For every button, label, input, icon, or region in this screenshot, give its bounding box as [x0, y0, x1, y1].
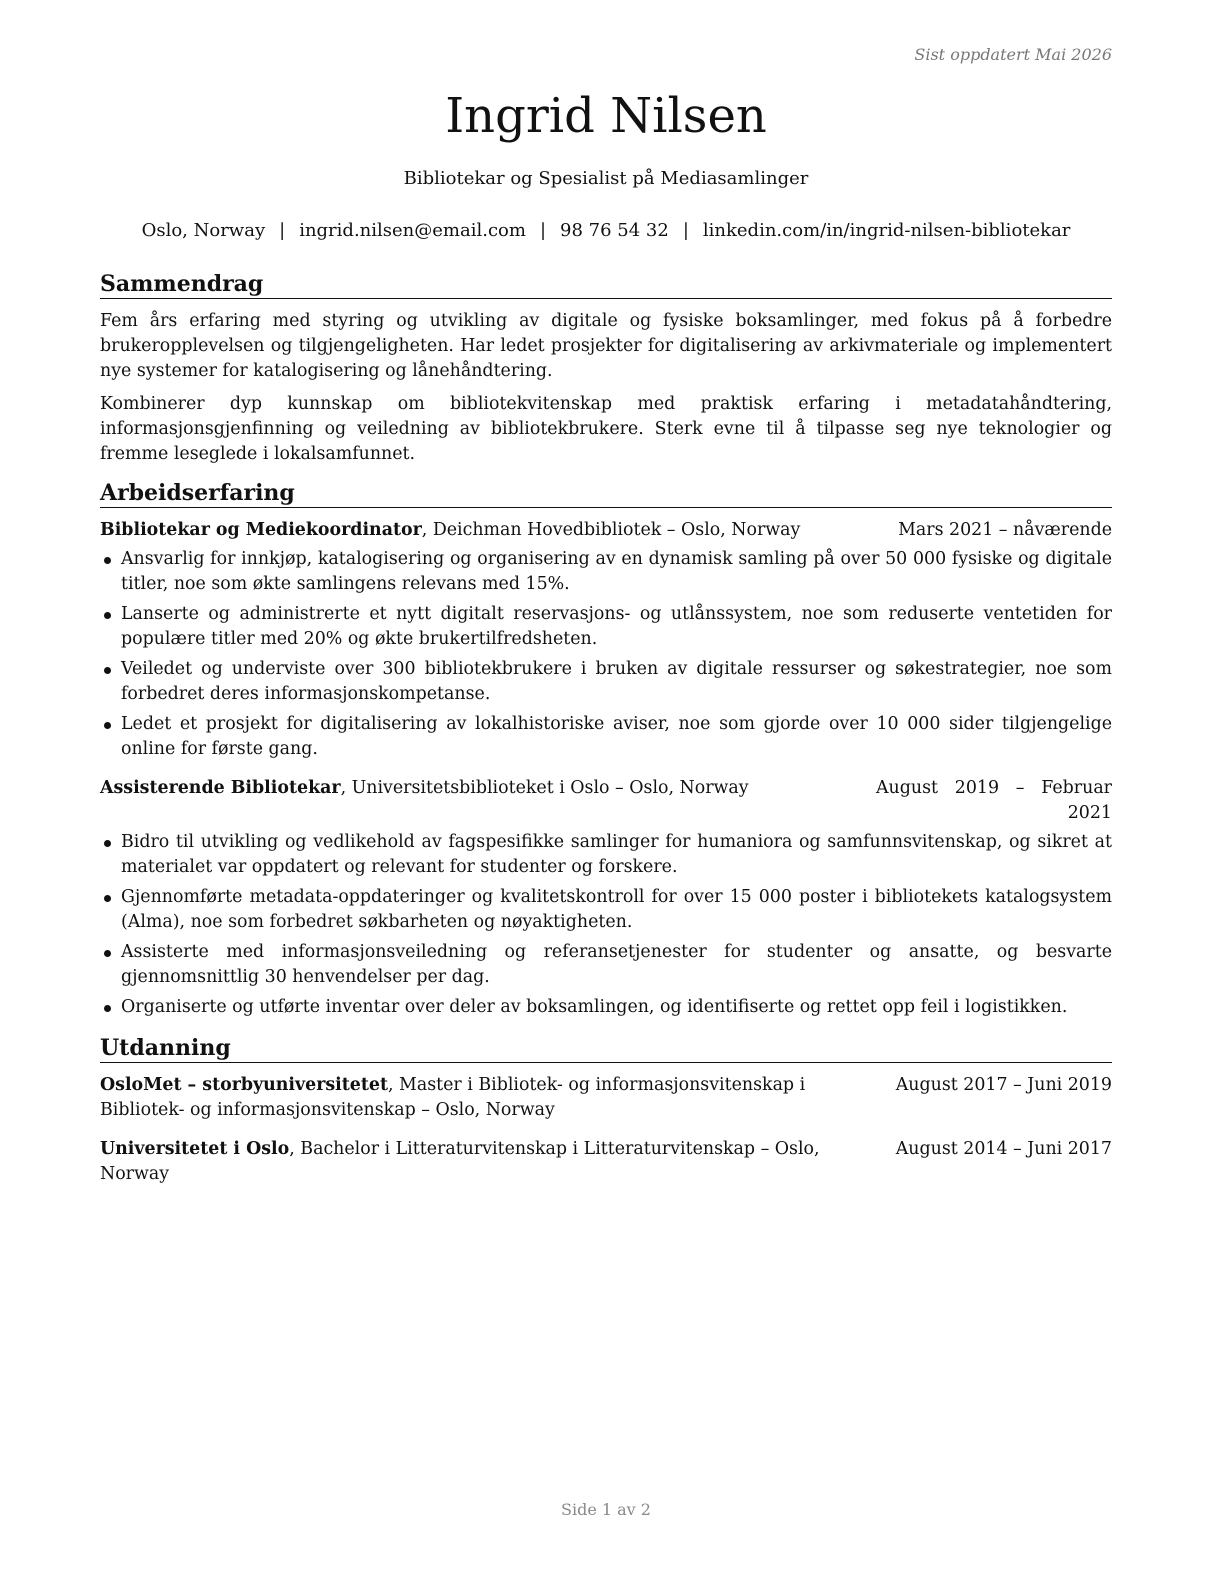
contact-separator: | [539, 220, 547, 241]
job-role: Assisterende Bibliotekar [100, 778, 341, 798]
resume-content [100, 270, 1112, 1201]
summary-paragraph: Fem års erfaring med styring og utvikling av digitale og fysiske boksamlinger, med fokus på å forbedre brukeropplevelsen og tilgjengeligheten. Har ledet prosjekter for digitalisering av arkivmateriale og implementert nye systemer for katalogisering og lånehåndtering. [100, 311, 1112, 381]
bullet-icon [104, 667, 111, 674]
job-dates: Mars 2021 – nåværende [898, 520, 1112, 540]
education-entry [100, 1073, 1112, 1123]
bullet-icon [104, 950, 111, 957]
contact-line [100, 218, 1112, 244]
bullet-icon [104, 557, 111, 564]
education-entry [100, 1137, 1112, 1187]
job-role: Bibliotekar og Mediekoordinator [100, 520, 422, 540]
contact-separator: | [279, 220, 286, 241]
education-header [100, 1073, 1112, 1123]
education-dates: August 2017 – Juni 2019 [895, 1075, 1112, 1095]
list-item: Lanserte og administrerte et nytt digitalt reservasjons- og utlånssystem, noe som reduserte ventetiden for populære titler med 20% og økte brukertilfredsheten. [100, 602, 1112, 652]
bullet-icon [104, 722, 111, 729]
section-title-experience: Arbeidserfaring [100, 479, 1112, 508]
bullet-icon [104, 1005, 111, 1012]
degree-detail: , Master i Bibliotek- og informasjonsvitenskap i Bibliotek- og informasjonsvitenskap – Oslo, Norway [100, 1075, 806, 1120]
contact-email[interactable]: ingrid.nilsen@email.com [299, 220, 526, 241]
experience-section [100, 479, 1112, 1020]
candidate-tagline: Bibliotekar og Spesialist på Mediasamlinger [403, 168, 809, 189]
list-item: Veiledet og underviste over 300 bibliotekbrukere i bruken av digitale ressurser og søkestrategier, noe som forbedret deres informasjonskompetanse. [100, 657, 1112, 707]
list-item: Assisterte med informasjonsveiledning og referansetjenester for studenter og ansatte, og besvarte gjennomsnittlig 30 henvendelser per dag. [100, 940, 1112, 990]
list-item: Bidro til utvikling og vedlikehold av fagspesifikke samlinger for humaniora og samfunnsvitenskap, og sikret at materialet var oppdatert og relevant for studenter og forskere. [100, 830, 1112, 880]
job-header [100, 518, 1112, 543]
school-name: OsloMet – storbyuniversitetet [100, 1075, 388, 1095]
bullet-icon [104, 840, 111, 847]
education-header [100, 1137, 1112, 1187]
list-item: Organiserte og utførte inventar over deler av boksamlingen, og identifiserte og rettet opp feil i logistikken. [100, 995, 1112, 1020]
job-org: , Universitetsbiblioteket i Oslo – Oslo, Norway [340, 778, 749, 798]
degree-detail: , Bachelor i Litteraturvitenskap i Litteraturvitenskap – Oslo, Norway [100, 1139, 820, 1184]
section-title-summary: Sammendrag [100, 270, 1112, 299]
job-header [100, 776, 1112, 826]
contact-linkedin[interactable]: linkedin.com/in/ingrid-nilsen-bibliotekar [702, 220, 1071, 241]
last-updated: Sist oppdatert Mai 2026 [914, 45, 1112, 64]
resume-page [100, 0, 1112, 1584]
summary-section [100, 270, 1112, 467]
job-entry [100, 518, 1112, 762]
job-bullets [100, 547, 1112, 762]
contact-separator: | [682, 220, 689, 241]
list-item: Ledet et prosjekt for digitalisering av lokalhistoriske aviser, noe som gjorde over 10 000 sider tilgjengelige online for første gang. [100, 712, 1112, 762]
job-dates: August 2019 – Februar 2021 [876, 778, 1112, 823]
job-org: , Deichman Hovedbibliotek – Oslo, Norway [421, 520, 801, 540]
list-item: Gjennomførte metadata-oppdateringer og kvalitetskontroll for over 15 000 poster i bibliotekets katalogsystem (Alma), noe som forbedret søkbarheten og nøyaktigheten. [100, 885, 1112, 935]
bullet-icon [104, 612, 111, 619]
page-number: Side 1 av 2 [561, 1500, 651, 1519]
section-title-education: Utdanning [100, 1034, 1112, 1063]
contact-phone: 98 76 54 32 [560, 220, 669, 241]
bullet-icon [104, 895, 111, 902]
job-entry [100, 776, 1112, 1020]
education-section [100, 1034, 1112, 1187]
school-name: Universitetet i Oslo [100, 1139, 290, 1159]
candidate-name: Ingrid Nilsen [445, 88, 767, 144]
job-bullets [100, 830, 1112, 1020]
contact-location: Oslo, Norway [141, 220, 266, 241]
list-item: Ansvarlig for innkjøp, katalogisering og organisering av en dynamisk samling på over 50 000 fysiske og digitale titler, noe som økte samlingens relevans med 15%. [100, 547, 1112, 597]
summary-paragraph: Kombinerer dyp kunnskap om bibliotekvitenskap med praktisk erfaring i metadatahåndtering, informasjonsgjenfinning og veiledning av bibliotekbrukere. Sterk evne til å tilpasse seg nye teknologier og fremme leseglede i lokalsamfunnet. [100, 394, 1112, 464]
education-dates: August 2014 – Juni 2017 [895, 1139, 1112, 1159]
